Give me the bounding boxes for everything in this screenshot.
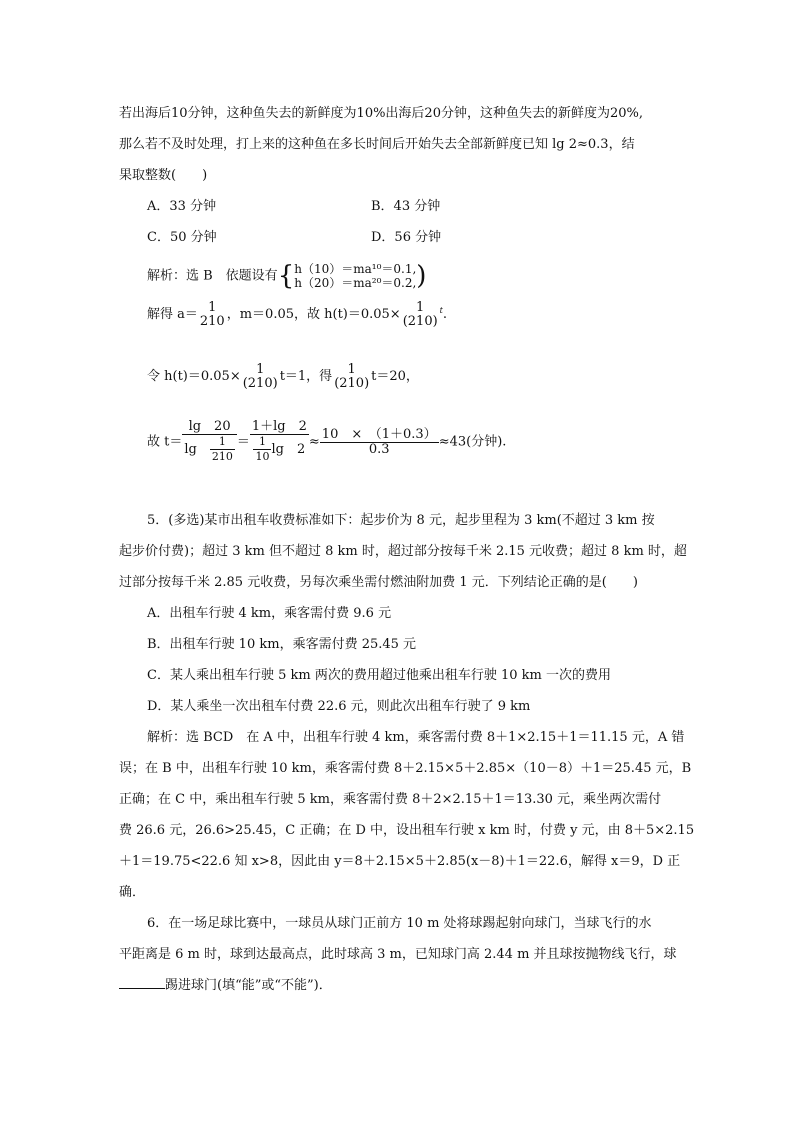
hence-inner-fraction-1-bottom: 210: [211, 450, 233, 463]
system-row-1: h（10）＝ma¹⁰＝0.1,: [294, 262, 417, 276]
q4-let-line: [147, 362, 419, 392]
q4-option-d: D．56 分钟: [371, 230, 442, 245]
solve-a-fraction: [198, 301, 227, 329]
q5-line-1: 5．(多选)某市出租车收费标准如下：起步价为 8 元，起步里程为 3 km(不超过 3 km 按: [147, 513, 655, 528]
hence-fraction-3: [320, 428, 439, 457]
solve-m-text: ，m＝0.05，故 h(t)＝0.05×: [226, 307, 401, 322]
q5-line-3: 过部分按每千米 2.85 元收费，另每次乘坐需付燃油附加费 1 元．下列结论正确的是( ): [119, 575, 638, 590]
answer-blank[interactable]: [119, 988, 165, 989]
solve-a-text: 解得 a＝: [147, 307, 198, 322]
q4-line-3: 果取整数( ): [119, 168, 208, 183]
q5-solution-4: 费 26.6 元，26.6>25.45，C 正确；在 D 中，设出租车行驶 x km 时，付费 y 元，由 8＋5×2.15: [119, 823, 695, 838]
q5-option-c: C．某人乘出租车行驶 5 km 两次的费用超过他乘出租车行驶 10 km 一次的费用: [147, 668, 611, 683]
hence-inner-fraction-2: [253, 435, 271, 464]
q4-line-2: 那么若不及时处理，打上来的这种鱼在多长时间后开始失去全部新鲜度已知 lg 2≈0.3，结: [119, 137, 635, 152]
q4-option-b: B．43 分钟: [371, 199, 441, 214]
equation-system: [294, 262, 416, 290]
solve-a-numerator: 1: [208, 299, 217, 315]
hence-inner-fraction-1: [210, 435, 235, 464]
let-fraction-2: [332, 363, 371, 391]
hence-fraction-1-bottom: [182, 435, 236, 464]
hence-fraction-1-top: lg 20: [182, 420, 236, 435]
q6-line-2: 平距离是 6 m 时，球到达最高点，此时球高 3 m，已知球门高 2.44 m 并且球按抛物线飞行，球: [119, 947, 677, 962]
let-fraction-2-top: 1: [347, 361, 356, 377]
right-paren-icon: ): [416, 261, 427, 291]
let-text-b: t＝1，得: [279, 369, 333, 384]
q5-option-b: B．出租车行驶 10 km，乘客需付费 25.45 元: [147, 637, 417, 652]
q5-option-d: D．某人乘坐一次出租车付费 22.6 元，则此次出租车行驶了 9 km: [147, 699, 531, 714]
q6-line-3-text: 踢进球门(填“能”或“不能”)．: [165, 978, 332, 993]
solve-a-denominator: 210: [199, 313, 225, 329]
q6-line-3: [119, 978, 332, 994]
hence-inner-fraction-2-bottom: 10: [255, 450, 270, 463]
solve-m-fraction: [401, 301, 440, 329]
solve-m-numerator: 1: [416, 299, 425, 315]
hence-fraction-2-top: 1＋lg 2: [251, 419, 307, 434]
hence-fraction-2-lg: lg 2: [271, 442, 306, 457]
hence-approx: ≈: [308, 434, 320, 450]
q5-line-2: 起步价付费)；超过 3 km 但不超过 8 km 时，超过部分按每千米 2.15 元收费；超过 8 km 时，超: [119, 544, 687, 559]
hence-fraction-1: [182, 420, 236, 464]
hence-inner-fraction-1-top: 1: [210, 435, 235, 450]
let-fraction-1-top: 1: [256, 361, 265, 377]
q4-hence-line: [147, 420, 506, 464]
let-text-a: 令 h(t)＝0.05×: [147, 369, 241, 384]
q5-solution-6: 确．: [119, 885, 146, 900]
q6-line-1: 6．在一场足球比赛中，一球员从球门正前方 10 m 处将球踢起射向球门，当球飞行的水: [147, 916, 652, 931]
q5-solution-3: 正确；在 C 中，乘出租车行驶 5 km，乘客需付费 8＋2×2.15＋1＝13.30 元，乘坐两次需付: [119, 792, 662, 807]
hence-fraction-3-top: 10 × （1＋0.3）: [321, 426, 437, 442]
q4-line-1: 若出海后10分钟，这种鱼失去的新鲜度为10%出海后20分钟，这种鱼失去的新鲜度为20%,: [119, 106, 644, 121]
q4-option-a: A．33 分钟: [147, 199, 217, 214]
let-fraction-2-bottom: (210): [334, 375, 370, 391]
hence-result: ≈43(分钟).: [438, 434, 507, 450]
q5-solution-1: 解析：选 BCD 在 A 中，出租车行驶 4 km，乘客需付费 8＋1×2.15＋1＝11.15 元，A 错: [147, 730, 685, 745]
solve-m-exponent: t: [439, 306, 443, 315]
hence-fraction-2-bottom: [250, 435, 309, 464]
q5-option-a: A．出租车行驶 4 km，乘客需付费 9.6 元: [147, 606, 392, 621]
let-fraction-1: [241, 363, 280, 391]
let-text-c: t＝20，: [371, 369, 419, 384]
hence-fraction-1-lg: lg: [184, 442, 210, 457]
q4-solution-system: [147, 262, 426, 291]
q5-solution-2: 误；在 B 中，出租车行驶 10 km，乘客需付费 8＋2.15×5＋2.85×（10－8）＋1＝25.45 元，B: [119, 761, 692, 776]
hence-fraction-3-bottom: 0.3: [368, 441, 390, 457]
solve-m-denominator: (210): [402, 313, 438, 329]
q4-solve-line: 解得 a＝ 1 210 ，m＝0.05，故 h(t)＝0.05× 1 (210) $^t$.: [147, 299, 448, 329]
left-brace-icon: {: [277, 261, 295, 291]
hence-inner-fraction-2-top: 1: [253, 435, 271, 450]
hence-equals: ＝: [236, 434, 250, 450]
q5-solution-5: ＋1＝19.75<22.6 知 x>8，因此由 y＝8＋2.15×5＋2.85(x－8)＋1＝22.6，解得 x＝9，D 正: [119, 854, 681, 869]
hence-fraction-2: [250, 420, 309, 464]
q4-solution-prefix: 解析：选 B 依题设有: [147, 268, 278, 284]
system-row-2: h（20）＝ma²⁰＝0.2,: [294, 276, 417, 290]
let-fraction-1-bottom: (210): [242, 375, 278, 391]
hence-text: 故 t＝: [147, 434, 183, 450]
q4-option-c: C．50 分钟: [147, 230, 217, 245]
